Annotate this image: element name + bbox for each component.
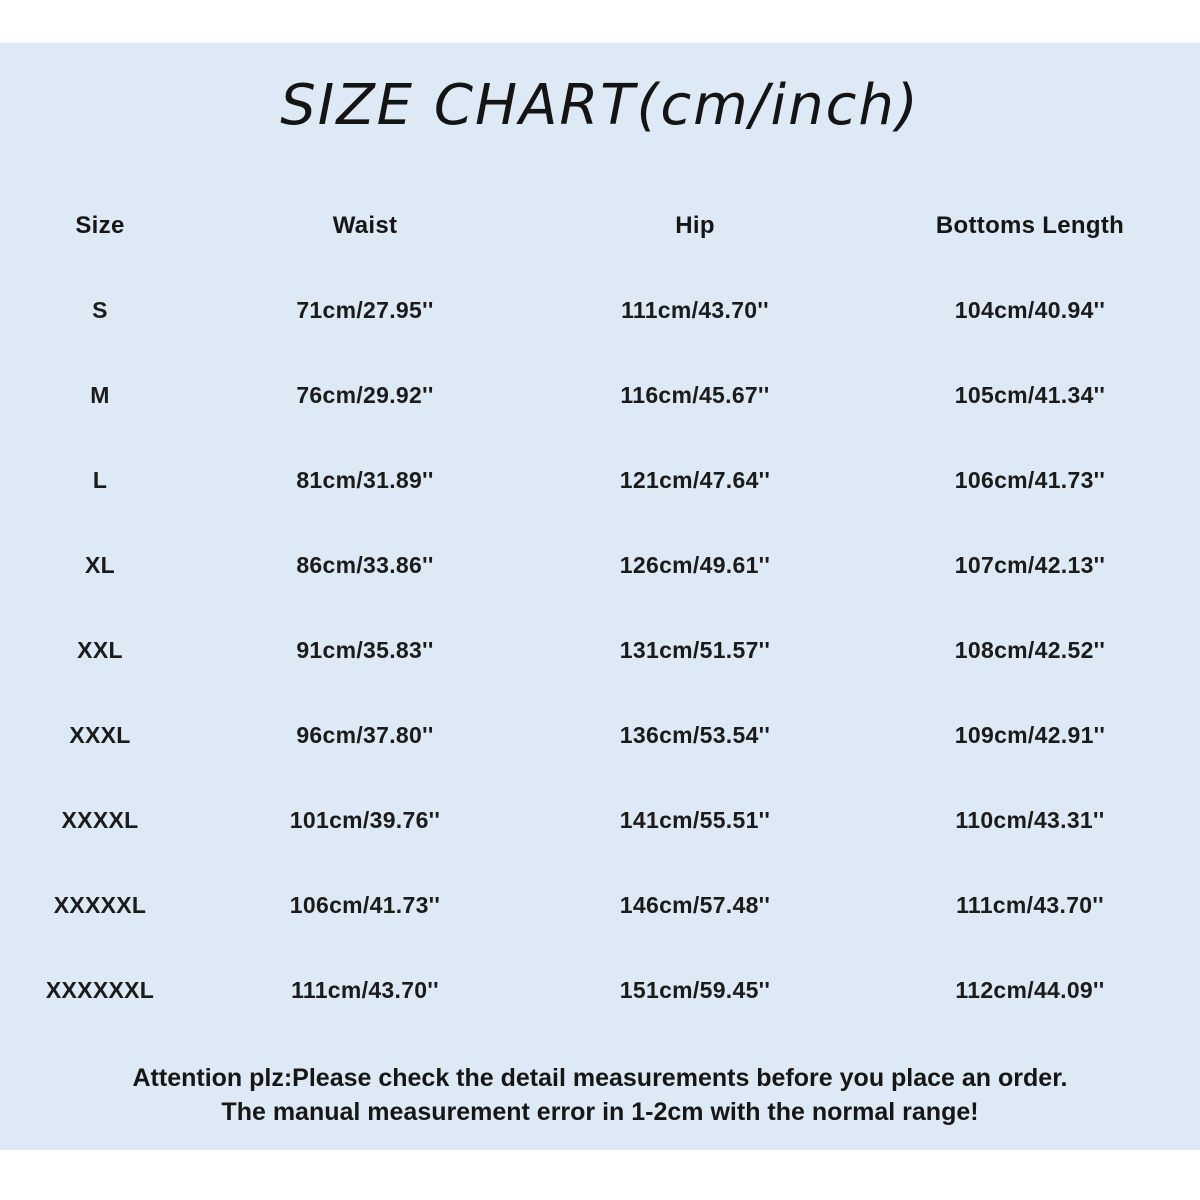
attention-note-line1: Attention plz:Please check the detail measurements before you place an order. <box>132 1064 1068 1092</box>
column-header-bottoms-length: Bottoms Length <box>935 211 1125 239</box>
hip-cell: 121cm/47.64'' <box>619 467 771 493</box>
waist-cell: 86cm/33.86'' <box>296 552 434 578</box>
hip-cell: 111cm/43.70'' <box>621 297 769 323</box>
size-cell: S <box>92 297 108 323</box>
size-cell: XXXXXL <box>53 892 147 918</box>
attention-note <box>0 1061 1200 1129</box>
size-cell: XXXXXXL <box>45 977 155 1003</box>
hip-cell: 116cm/45.67'' <box>620 382 770 408</box>
waist-cell: 76cm/29.92'' <box>296 382 434 408</box>
attention-note-line2: The manual measurement error in 1-2cm with the normal range! <box>221 1098 979 1126</box>
table-row <box>0 778 1200 863</box>
table-row <box>0 608 1200 693</box>
table-row <box>0 863 1200 948</box>
size-table <box>0 183 1200 1033</box>
column-header-waist: Waist <box>332 211 398 239</box>
bottoms-length-cell: 108cm/42.52'' <box>954 637 1106 663</box>
waist-cell: 91cm/35.83'' <box>296 637 434 663</box>
bottoms-length-cell: 107cm/42.13'' <box>954 552 1106 578</box>
size-cell: XL <box>85 552 115 578</box>
column-header-size: Size <box>75 211 125 239</box>
table-row <box>0 948 1200 1033</box>
size-chart-title: SIZE CHART(cm/inch) <box>280 73 920 138</box>
hip-cell: 136cm/53.54'' <box>619 722 771 748</box>
table-header-row <box>0 183 1200 268</box>
hip-cell: 151cm/59.45'' <box>619 977 771 1003</box>
table-row <box>0 693 1200 778</box>
waist-cell: 71cm/27.95'' <box>296 297 434 323</box>
waist-cell: 106cm/41.73'' <box>289 892 441 918</box>
waist-cell: 81cm/31.89'' <box>296 467 434 493</box>
table-row <box>0 353 1200 438</box>
size-cell: M <box>90 382 110 408</box>
bottoms-length-cell: 110cm/43.31'' <box>955 807 1105 833</box>
bottoms-length-cell: 104cm/40.94'' <box>954 297 1106 323</box>
waist-cell: 111cm/43.70'' <box>291 977 439 1003</box>
table-row <box>0 438 1200 523</box>
table-row <box>0 523 1200 608</box>
size-chart-panel <box>0 43 1200 1150</box>
hip-cell: 141cm/55.51'' <box>619 807 771 833</box>
bottoms-length-cell: 106cm/41.73'' <box>954 467 1106 493</box>
hip-cell: 146cm/57.48'' <box>619 892 771 918</box>
bottoms-length-cell: 109cm/42.91'' <box>954 722 1106 748</box>
bottoms-length-cell: 105cm/41.34'' <box>954 382 1106 408</box>
size-cell: XXXXL <box>61 807 139 833</box>
bottoms-length-cell: 112cm/44.09'' <box>955 977 1105 1003</box>
column-header-hip: Hip <box>675 211 715 239</box>
size-cell: XXL <box>77 637 123 663</box>
size-cell: XXXL <box>69 722 131 748</box>
bottoms-length-cell: 111cm/43.70'' <box>956 892 1104 918</box>
hip-cell: 131cm/51.57'' <box>619 637 771 663</box>
hip-cell: 126cm/49.61'' <box>619 552 771 578</box>
waist-cell: 96cm/37.80'' <box>296 722 434 748</box>
waist-cell: 101cm/39.76'' <box>289 807 441 833</box>
table-row <box>0 268 1200 353</box>
size-cell: L <box>92 467 108 493</box>
